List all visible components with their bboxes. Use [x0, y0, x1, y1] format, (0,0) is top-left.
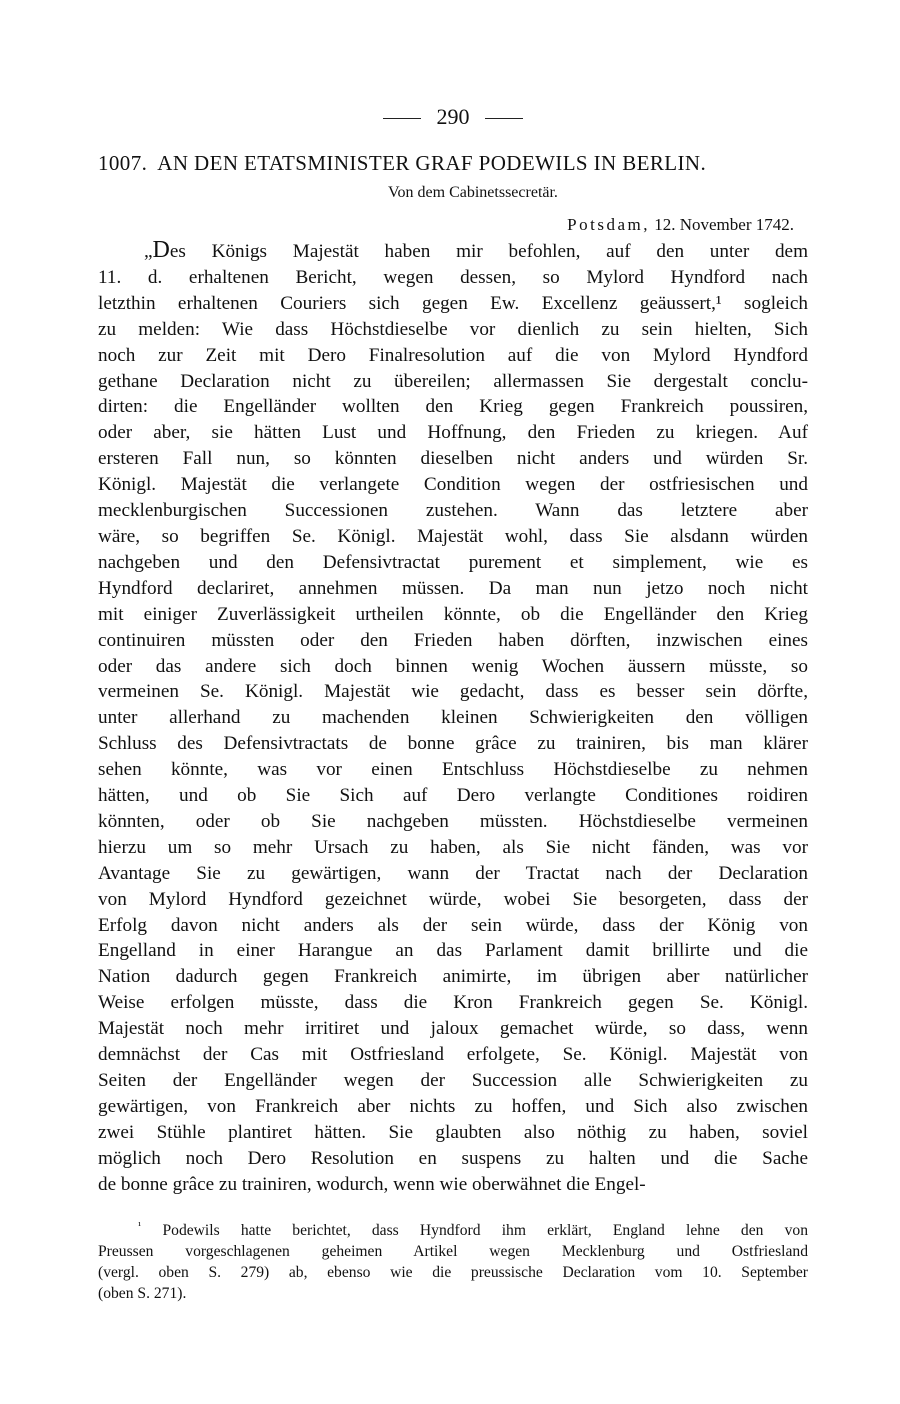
body-line: Hyndford declariret, annehmen müssen. Da man nun jetzo noch nicht — [98, 577, 808, 599]
dateline — [98, 212, 808, 238]
body-line: nachgeben und den Defensivtractat purement et simplement, wie es — [98, 551, 808, 573]
body-line: Engelland in einer Harangue an das Parlament damit brillirte und die — [98, 940, 808, 962]
body-line: Erfolg davon nicht anders als der sein würde, dass der König von — [98, 914, 808, 936]
dateline-date: 12. November 1742. — [654, 215, 794, 234]
body-line: oder das andere sich doch binnen wenig Wochen äussern müsste, so — [98, 655, 808, 677]
document-sender: Von dem Cabinetssecretär. — [388, 184, 558, 201]
body-line-text: es Königs Majestät haben mir befohlen, auf den unter dem — [169, 241, 808, 262]
body-line: wäre, so begriffen Se. Königl. Majestät wohl, dass Sie alsdann würden — [98, 525, 808, 547]
body-line: Königl. Majestät die verlangete Condition wegen der ostfriesischen und — [98, 474, 808, 496]
page-number: 290 — [436, 104, 470, 129]
body-line: ersteren Fall nun, so könnten dieselben nicht anders und würden Sr. — [98, 448, 808, 470]
running-header — [98, 100, 808, 134]
body-line: noch zur Zeit mit Dero Finalresolution auf die von Mylord Hyndford — [98, 344, 808, 366]
footnote-line: Preussen vorgeschlagenen geheimen Artikel wegen Mecklenburg und Ostfriesland — [98, 1242, 808, 1260]
body-line: mit einiger Zuverlässigkeit urtheilen könnte, ob die Engelländer den Krieg — [98, 603, 808, 625]
body-line: möglich noch Dero Resolution en suspens zu halten und die Sache — [98, 1147, 808, 1169]
body-line: unter allerhand zu machenden kleinen Schwierigkeiten den völligen — [98, 707, 808, 729]
document-title: AN DEN ETATSMINISTER GRAF PODEWILS IN BERLIN. — [157, 151, 707, 175]
footnote-line — [98, 1220, 808, 1241]
document-page — [98, 100, 808, 1304]
body-line: Schluss des Defensivtractats de bonne grâce zu trainiren, bis man klärer — [98, 733, 808, 755]
body-line: Seiten der Engelländer wegen der Succession alle Schwierigkeiten zu — [98, 1070, 808, 1091]
header-dash-right — [485, 118, 523, 119]
body-line: Avantage Sie zu gewärtigen, wann der Tractat nach der Declaration — [98, 862, 808, 884]
body-line: vermeinen Se. Königl. Majestät wie gedacht, dass es besser sein dörfte, — [98, 681, 808, 703]
footnote — [98, 1220, 808, 1304]
body-line: dirten: die Engelländer wollten den Krieg gegen Frankreich poussiren, — [98, 396, 808, 418]
body-line: Nation dadurch gegen Frankreich animirte, im übrigen aber natürlicher — [98, 966, 808, 988]
body-line: gethane Declaration nicht zu übereilen; allermassen Sie dergestalt conclu- — [98, 370, 808, 392]
body-line: letzthin erhaltenen Couriers sich gegen Ew. Excellenz geäussert,¹ sogleich — [98, 292, 808, 314]
footnote-line-text: Podewils hatte berichtet, dass Hyndford ihm erklärt, England lehne den von — [141, 1221, 808, 1239]
footnote-marker: ¹ — [138, 1219, 142, 1232]
footnotes — [98, 1220, 808, 1304]
body-line: continuiren müssten oder den Frieden haben dörften, inzwischen eines — [98, 629, 808, 651]
body-line: zu melden: Wie dass Höchstdieselbe vor dienlich zu sein hielten, Sich — [98, 318, 808, 340]
body-line: hätten, und ob Sie Sich auf Dero verlangte Conditiones roidiren — [98, 785, 808, 807]
body-line: zwei Stühle plantiret hätten. Sie glaubten also nöthig zu haben, soviel — [98, 1121, 808, 1143]
body-line: von Mylord Hyndford gezeichnet würde, wobei Sie besorgeten, dass der — [98, 888, 808, 910]
opening-quote: „ — [144, 241, 153, 262]
body-line: hierzu um so mehr Ursach zu haben, als Sie nicht fänden, was vor — [98, 836, 808, 858]
dateline-place: Potsdam, — [567, 215, 650, 234]
body-line: gewärtigen, von Frankreich aber nichts zu hoffen, und Sich also zwischen — [98, 1095, 808, 1117]
body-line: 11. d. erhaltenen Bericht, wegen dessen, so Mylord Hyndford nach — [98, 266, 808, 288]
document-number: 1007. — [98, 151, 148, 175]
body-line: Weise erfolgen müsste, dass die Kron Frankreich gegen Se. Königl. — [98, 992, 808, 1014]
letter-body — [98, 238, 808, 1198]
document-heading — [98, 148, 808, 178]
body-line: Majestät noch mehr irritiret und jaloux gemachet würde, so dass, wenn — [98, 1018, 808, 1040]
footnote-line: (oben S. 271). — [98, 1284, 187, 1302]
body-line: sehen könnte, was vor einen Entschluss Höchstdieselbe zu nehmen — [98, 759, 808, 781]
initial-letter: D — [152, 237, 170, 263]
footnote-line: (vergl. oben S. 279) ab, ebenso wie die preussische Declaration vom 10. September — [98, 1263, 808, 1281]
body-line: demnächst der Cas mit Ostfriesland erfolgete, Se. Königl. Majestät von — [98, 1044, 808, 1066]
body-line: mecklenburgischen Successionen zustehen. Wann das letztere aber — [98, 500, 808, 522]
header-dash-left — [383, 118, 421, 119]
body-line — [98, 238, 808, 265]
body-line: oder aber, sie hätten Lust und Hoffnung, den Frieden zu kriegen. Auf — [98, 422, 808, 444]
body-line: könnten, oder ob Sie nachgeben müssten. Höchstdieselbe vermeinen — [98, 810, 808, 832]
body-line: de bonne grâce zu trainiren, wodurch, wenn wie oberwähnet die Engel- — [98, 1173, 646, 1195]
